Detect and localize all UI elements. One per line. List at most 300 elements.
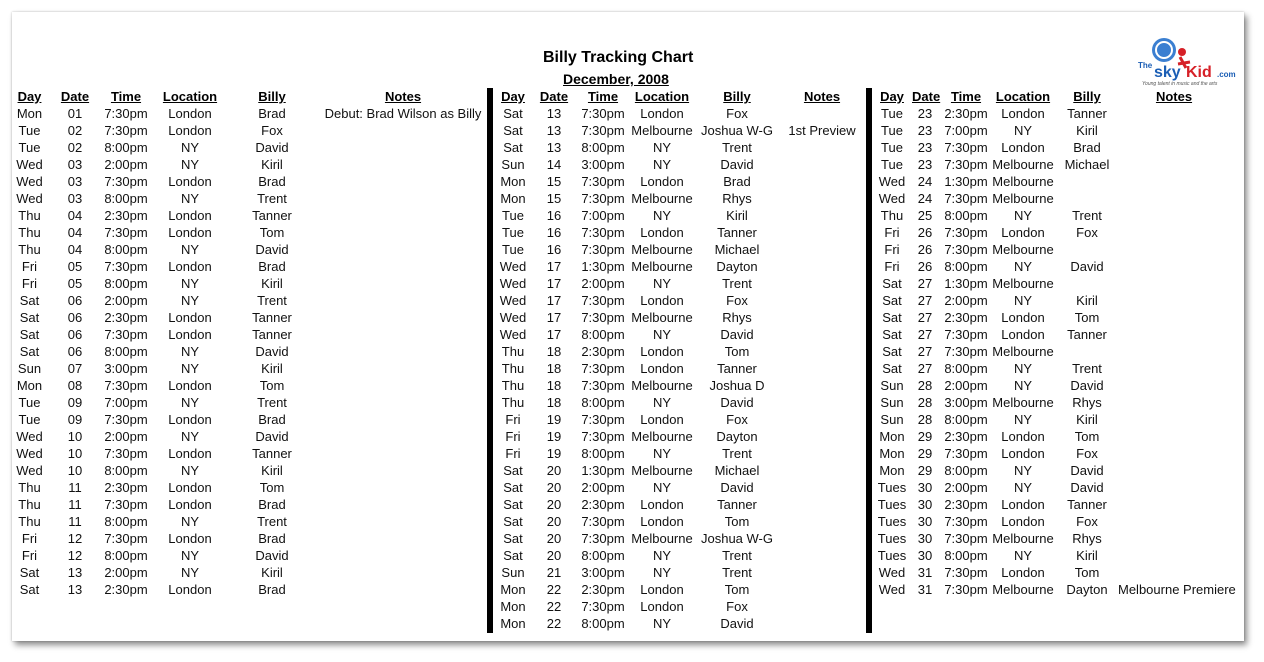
cell-location: London	[640, 174, 684, 189]
cell-location: London	[640, 361, 684, 376]
cell-date: 17	[546, 310, 562, 325]
cell-time: 7:30pm	[581, 106, 625, 121]
cell-day: Sun	[501, 565, 525, 580]
cell-day: Thu	[501, 361, 525, 376]
cell-location: London	[640, 582, 684, 597]
cell-date: 25	[917, 208, 933, 223]
cell-date: 09	[67, 395, 83, 410]
cell-date: 19	[546, 429, 562, 444]
cell-location: NY	[1013, 412, 1033, 427]
cell-notes	[312, 411, 494, 428]
cell-notes	[1118, 479, 1230, 496]
table-row	[12, 513, 486, 530]
cell-notes: 1st Preview	[788, 123, 856, 138]
cell-day: Fri	[21, 276, 38, 291]
cell-location: NY	[1013, 208, 1033, 223]
cell-notes	[1118, 462, 1230, 479]
cell-time: 8:00pm	[104, 276, 148, 291]
cell-location: London	[168, 123, 212, 138]
cell-day: Wed	[878, 565, 906, 580]
cell-location: NY	[652, 548, 672, 563]
cell-notes	[781, 598, 863, 615]
cell-billy: Trent	[257, 514, 287, 529]
cell-notes	[781, 139, 863, 156]
cell-day: Fri	[884, 225, 900, 240]
cell-date: 13	[67, 582, 83, 597]
cell-billy: David	[1070, 378, 1104, 393]
cell-date: 18	[546, 344, 562, 359]
cell-date: 27	[917, 361, 933, 376]
cell-location: Melbourne	[631, 531, 693, 546]
cell-time: 8:00pm	[104, 548, 148, 563]
table-row	[493, 547, 865, 564]
cell-location: NY	[180, 565, 200, 580]
cell-notes	[781, 445, 863, 462]
table-row	[872, 530, 1244, 547]
cell-time: 2:00pm	[944, 480, 988, 495]
cell-location: NY	[180, 157, 200, 172]
cell-time: 7:30pm	[104, 531, 148, 546]
cell-date: 12	[67, 531, 83, 546]
cell-location: NY	[1013, 123, 1033, 138]
cell-date: 23	[917, 123, 933, 138]
cell-date: 20	[546, 463, 562, 478]
cell-time: 8:00pm	[944, 412, 988, 427]
cell-notes	[781, 173, 863, 190]
cell-date: 13	[546, 106, 562, 121]
cell-notes	[1118, 139, 1230, 156]
cell-date: 19	[546, 446, 562, 461]
cell-day: Thu	[18, 480, 41, 495]
cell-day: Tues	[877, 514, 907, 529]
cell-time: 8:00pm	[944, 259, 988, 274]
cell-location: London	[168, 106, 212, 121]
cell-date: 22	[546, 582, 562, 597]
cell-time: 7:30pm	[581, 429, 625, 444]
cell-date: 30	[917, 480, 933, 495]
table-row	[12, 292, 486, 309]
cell-date: 20	[546, 514, 562, 529]
cell-notes	[781, 615, 863, 632]
table-row	[872, 428, 1244, 445]
cell-date: 14	[546, 157, 562, 172]
cell-time: 7:30pm	[581, 225, 625, 240]
cell-time: 7:30pm	[944, 531, 988, 546]
cell-date: 30	[917, 531, 933, 546]
cell-date: 29	[917, 463, 933, 478]
cell-billy: Kiril	[261, 463, 283, 478]
cell-day: Tue	[18, 140, 41, 155]
cell-notes	[1118, 190, 1230, 207]
table-row	[872, 411, 1244, 428]
cell-time: 7:30pm	[944, 225, 988, 240]
cell-billy: Brad	[258, 259, 286, 274]
cell-location: Melbourne	[631, 123, 693, 138]
header-location: Location	[995, 89, 1051, 104]
cell-date: 30	[917, 548, 933, 563]
table-row	[872, 241, 1244, 258]
schedule-section-2	[493, 88, 865, 632]
cell-date: 02	[67, 123, 83, 138]
table-row	[872, 190, 1244, 207]
cell-time: 3:00pm	[581, 565, 625, 580]
cell-notes	[312, 428, 494, 445]
cell-billy: David	[720, 616, 754, 631]
cell-time: 8:00pm	[104, 344, 148, 359]
table-row	[12, 190, 486, 207]
cell-billy: Tom	[259, 225, 285, 240]
cell-billy: David	[255, 429, 289, 444]
table-row	[12, 581, 486, 598]
header-day: Day	[880, 89, 904, 104]
cell-notes	[1118, 326, 1230, 343]
cell-time: 8:00pm	[581, 446, 625, 461]
cell-notes	[1118, 241, 1230, 258]
cell-location: London	[168, 412, 212, 427]
cell-notes	[781, 394, 863, 411]
table-row	[872, 105, 1244, 122]
table-row	[12, 547, 486, 564]
cell-time: 8:00pm	[104, 242, 148, 257]
cell-time: 3:00pm	[104, 361, 148, 376]
cell-notes	[312, 513, 494, 530]
cell-location: NY	[652, 446, 672, 461]
table-row	[493, 615, 865, 632]
cell-date: 31	[917, 582, 933, 597]
table-row	[872, 173, 1244, 190]
cell-time: 7:30pm	[581, 531, 625, 546]
cell-time: 8:00pm	[581, 395, 625, 410]
table-row	[493, 598, 865, 615]
cell-location: Melbourne	[992, 344, 1054, 359]
cell-day: Mon	[879, 463, 905, 478]
cell-day: Mon	[500, 191, 526, 206]
cell-day: Thu	[501, 395, 525, 410]
table-row	[872, 445, 1244, 462]
cell-billy: Dayton	[716, 259, 758, 274]
cell-notes	[1118, 360, 1230, 377]
cell-time: 7:30pm	[944, 344, 988, 359]
cell-notes	[312, 377, 494, 394]
cell-date: 06	[67, 293, 83, 308]
table-row	[872, 394, 1244, 411]
cell-location: London	[640, 293, 684, 308]
cell-location: Melbourne	[631, 463, 693, 478]
cell-location: London	[1001, 327, 1045, 342]
cell-date: 18	[546, 378, 562, 393]
cell-billy: David	[720, 480, 754, 495]
cell-time: 7:30pm	[944, 242, 988, 257]
cell-date: 28	[917, 378, 933, 393]
cell-time: 8:00pm	[581, 548, 625, 563]
cell-day: Fri	[21, 531, 38, 546]
cell-notes	[312, 326, 494, 343]
cell-date: 03	[67, 174, 83, 189]
cell-notes	[1118, 122, 1230, 139]
header-notes: Notes	[384, 89, 422, 104]
cell-time: 7:30pm	[104, 106, 148, 121]
cell-billy: Kiril	[261, 157, 283, 172]
cell-date: 05	[67, 259, 83, 274]
cell-billy: Tanner	[1067, 497, 1107, 512]
cell-notes	[781, 581, 863, 598]
cell-date: 11	[68, 514, 82, 529]
cell-location: London	[640, 106, 684, 121]
cell-billy: Trent	[722, 140, 752, 155]
table-row	[493, 156, 865, 173]
table-row	[872, 462, 1244, 479]
cell-date: 15	[546, 174, 562, 189]
cell-billy: David	[255, 242, 289, 257]
table-row	[493, 564, 865, 581]
cell-location: NY	[180, 395, 200, 410]
cell-notes	[312, 479, 494, 496]
cell-day: Tue	[502, 242, 524, 257]
cell-time: 8:00pm	[944, 463, 988, 478]
cell-notes	[1118, 275, 1230, 292]
cell-date: 23	[917, 157, 933, 172]
cell-location: Melbourne	[631, 259, 693, 274]
table-row	[12, 207, 486, 224]
cell-date: 17	[546, 259, 562, 274]
cell-notes	[781, 411, 863, 428]
cell-date: 24	[917, 174, 933, 189]
cell-location: NY	[1013, 548, 1033, 563]
cell-location: London	[168, 327, 212, 342]
cell-day: Fri	[505, 429, 521, 444]
table-row	[493, 224, 865, 241]
cell-location: London	[1001, 140, 1045, 155]
cell-notes	[312, 462, 494, 479]
cell-billy: Tom	[1074, 429, 1100, 444]
cell-location: London	[1001, 497, 1045, 512]
cell-billy: Fox	[1076, 225, 1098, 240]
cell-notes	[1118, 547, 1230, 564]
cell-time: 8:00pm	[944, 208, 988, 223]
cell-notes	[781, 241, 863, 258]
cell-billy: Tanner	[717, 225, 757, 240]
cell-date: 10	[67, 463, 83, 478]
cell-billy: Tanner	[717, 361, 757, 376]
cell-location: NY	[180, 361, 200, 376]
cell-time: 2:00pm	[944, 293, 988, 308]
table-row	[12, 241, 486, 258]
cell-billy: Tom	[259, 378, 285, 393]
cell-date: 28	[917, 412, 933, 427]
cell-billy	[1056, 190, 1118, 207]
cell-notes	[1118, 224, 1230, 241]
cell-date: 24	[917, 191, 933, 206]
cell-location: London	[640, 344, 684, 359]
cell-billy: Trent	[1072, 208, 1102, 223]
cell-billy: Trent	[722, 565, 752, 580]
cell-day: Wed	[499, 276, 527, 291]
cell-date: 04	[67, 242, 83, 257]
cell-time: 8:00pm	[104, 191, 148, 206]
cell-day: Tue	[18, 412, 41, 427]
table-row	[872, 309, 1244, 326]
cell-date: 18	[546, 395, 562, 410]
table-row	[872, 547, 1244, 564]
schedule-section-3	[872, 88, 1244, 598]
cell-location: NY	[1013, 463, 1033, 478]
cell-notes	[1118, 292, 1230, 309]
cell-date: 11	[68, 497, 82, 512]
cell-billy	[1056, 173, 1118, 190]
table-row	[12, 462, 486, 479]
cell-day: Mon	[500, 616, 526, 631]
cell-date: 30	[917, 497, 933, 512]
cell-location: London	[1001, 310, 1045, 325]
header-date: Date	[60, 89, 90, 104]
cell-time: 8:00pm	[104, 514, 148, 529]
table-row	[493, 258, 865, 275]
cell-time: 8:00pm	[944, 361, 988, 376]
cell-notes	[1118, 173, 1230, 190]
cell-billy: Tanner	[252, 446, 292, 461]
cell-time: 7:30pm	[104, 225, 148, 240]
table-row	[493, 479, 865, 496]
cell-day: Thu	[501, 344, 525, 359]
cell-billy: Trent	[257, 191, 287, 206]
chart-title: Billy Tracking Chart	[543, 49, 694, 66]
cell-billy: Rhys	[722, 310, 752, 325]
cell-day: Sat	[882, 293, 902, 308]
cell-date: 21	[546, 565, 562, 580]
table-row	[12, 122, 486, 139]
header-notes: Notes	[1155, 89, 1193, 104]
cell-time: 1:30pm	[581, 463, 625, 478]
cell-day: Sat	[882, 310, 902, 325]
table-row	[872, 258, 1244, 275]
cell-date: 11	[68, 480, 82, 495]
cell-date: 01	[67, 106, 83, 121]
cell-notes	[312, 360, 494, 377]
cell-billy: Fox	[726, 412, 748, 427]
cell-location: NY	[652, 395, 672, 410]
cell-day: Mon	[500, 582, 526, 597]
cell-day: Sat	[882, 327, 902, 342]
cell-day: Wed	[499, 259, 527, 274]
table-row	[493, 377, 865, 394]
cell-day: Wed	[499, 327, 527, 342]
logo-tagline: Young talent in music and the arts	[1142, 81, 1218, 87]
cell-notes	[312, 496, 494, 513]
cell-location: NY	[180, 276, 200, 291]
cell-day: Tue	[881, 157, 903, 172]
cell-day: Wed	[878, 191, 906, 206]
cell-time: 2:00pm	[104, 565, 148, 580]
cell-location: London	[640, 497, 684, 512]
cell-notes	[1118, 428, 1230, 445]
cell-day: Mon	[500, 599, 526, 614]
cell-day: Sat	[19, 293, 40, 308]
cell-billy: Kiril	[1076, 123, 1098, 138]
cell-date: 04	[67, 225, 83, 240]
cell-location: London	[1001, 514, 1045, 529]
cell-date: 16	[546, 242, 562, 257]
cell-time: 7:30pm	[581, 174, 625, 189]
cell-location: London	[640, 599, 684, 614]
header-billy: Billy	[1073, 89, 1101, 104]
cell-location: NY	[1013, 361, 1033, 376]
cell-date: 12	[67, 548, 83, 563]
cell-billy: Rhys	[1072, 531, 1102, 546]
cell-billy: David	[255, 140, 289, 155]
cell-date: 06	[67, 327, 83, 342]
cell-location: London	[168, 259, 212, 274]
cell-day: Thu	[18, 242, 41, 257]
cell-notes	[312, 241, 494, 258]
cell-day: Sat	[503, 548, 523, 563]
cell-location: Melbourne	[992, 174, 1054, 189]
cell-billy: David	[720, 327, 754, 342]
header-location: Location	[634, 89, 690, 104]
table-row	[493, 292, 865, 309]
cell-day: Sat	[882, 276, 902, 291]
cell-day: Sat	[503, 140, 523, 155]
cell-notes	[781, 258, 863, 275]
header-date: Date	[539, 89, 569, 104]
cell-time: 7:30pm	[104, 412, 148, 427]
cell-date: 27	[917, 327, 933, 342]
cell-billy: Tom	[259, 480, 285, 495]
table-row	[493, 530, 865, 547]
cell-date: 16	[546, 225, 562, 240]
cell-billy: David	[255, 344, 289, 359]
cell-notes	[312, 156, 494, 173]
table-row	[493, 105, 865, 122]
cell-time: 2:30pm	[581, 344, 625, 359]
cell-day: Tue	[18, 395, 41, 410]
cell-notes	[1118, 530, 1230, 547]
cell-day: Sat	[503, 531, 523, 546]
cell-day: Mon	[879, 429, 905, 444]
cell-notes	[1118, 258, 1230, 275]
cell-notes	[781, 547, 863, 564]
cell-location: Melbourne	[992, 395, 1054, 410]
cell-location: NY	[1013, 480, 1033, 495]
header-date: Date	[912, 89, 941, 104]
cell-billy: Fox	[726, 106, 748, 121]
cell-day: Fri	[884, 259, 900, 274]
cell-location: Melbourne	[992, 531, 1054, 546]
cell-location: Melbourne	[631, 242, 693, 257]
cell-day: Thu	[501, 378, 525, 393]
cell-location: NY	[652, 565, 672, 580]
cell-time: 1:30pm	[581, 259, 625, 274]
theskykid-logo	[1134, 34, 1244, 92]
cell-billy: Trent	[722, 548, 752, 563]
cell-billy: Tanner	[252, 310, 292, 325]
cell-billy: Tanner	[252, 327, 292, 342]
cell-notes	[312, 394, 494, 411]
cell-day: Tues	[877, 531, 907, 546]
cell-notes	[781, 207, 863, 224]
cell-date: 19	[546, 412, 562, 427]
cell-location: London	[640, 514, 684, 529]
header-day: Day	[501, 89, 525, 104]
table-row	[872, 275, 1244, 292]
cell-billy: Michael	[714, 463, 760, 478]
table-row	[12, 394, 486, 411]
cell-time: 7:30pm	[944, 140, 988, 155]
cell-time: 2:00pm	[104, 429, 148, 444]
cell-date: 13	[67, 565, 83, 580]
cell-time: 2:30pm	[104, 310, 148, 325]
table-row	[12, 360, 486, 377]
cell-time: 7:30pm	[104, 497, 148, 512]
